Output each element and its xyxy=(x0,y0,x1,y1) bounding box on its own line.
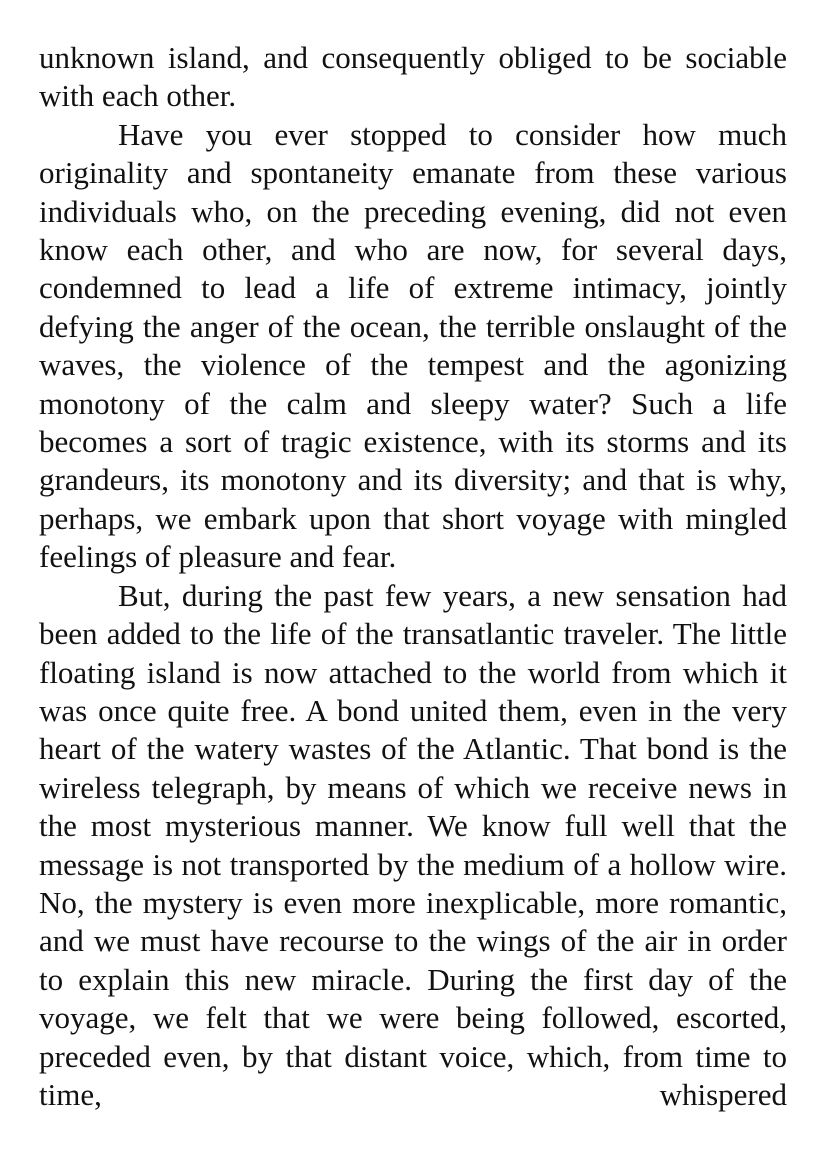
document-page xyxy=(39,39,787,1114)
paragraph-continued: unknown island, and consequently obliged to be sociable with each other. xyxy=(39,40,787,114)
paragraph-shipboard-life: Have you ever stopped to consider how much originality and spontaneity emanate from these various individuals who, on the preceding evening, did not even know each other, and who are now, for several days, condemned to lead a life of extreme intimacy, jointly defying the anger of the ocean, the terrible onslaught of the waves, the violence of the tempest and the agonizing monotony of the calm and sleepy water? Such a life becomes a sort of tragic existence, with its storms and its grandeurs, its monotony and its diversity; and that is why, perhaps, we embark upon that short voyage with mingled feelings of pleasure and fear. xyxy=(39,116,787,575)
paragraph-wireless-telegraph: But, during the past few years, a new sensation had been added to the life of the transatlantic traveler. The little floating island is now attached to the world from which it was once quite free. A bond united them, even in the very heart of the watery wastes of the Atlantic. That bond is the wireless telegraph, by means of which we receive news in the most mysterious manner. We know full well that the message is not transported by the medium of a hollow wire. No, the mystery is even more inexplicable, more romantic, and we must have recourse to the wings of the air in order to explain this new miracle. During the first day of the voyage, we felt that we were being followed, escorted, preceded even, by that distant voice, which, from time to time, whispered xyxy=(39,577,787,1112)
